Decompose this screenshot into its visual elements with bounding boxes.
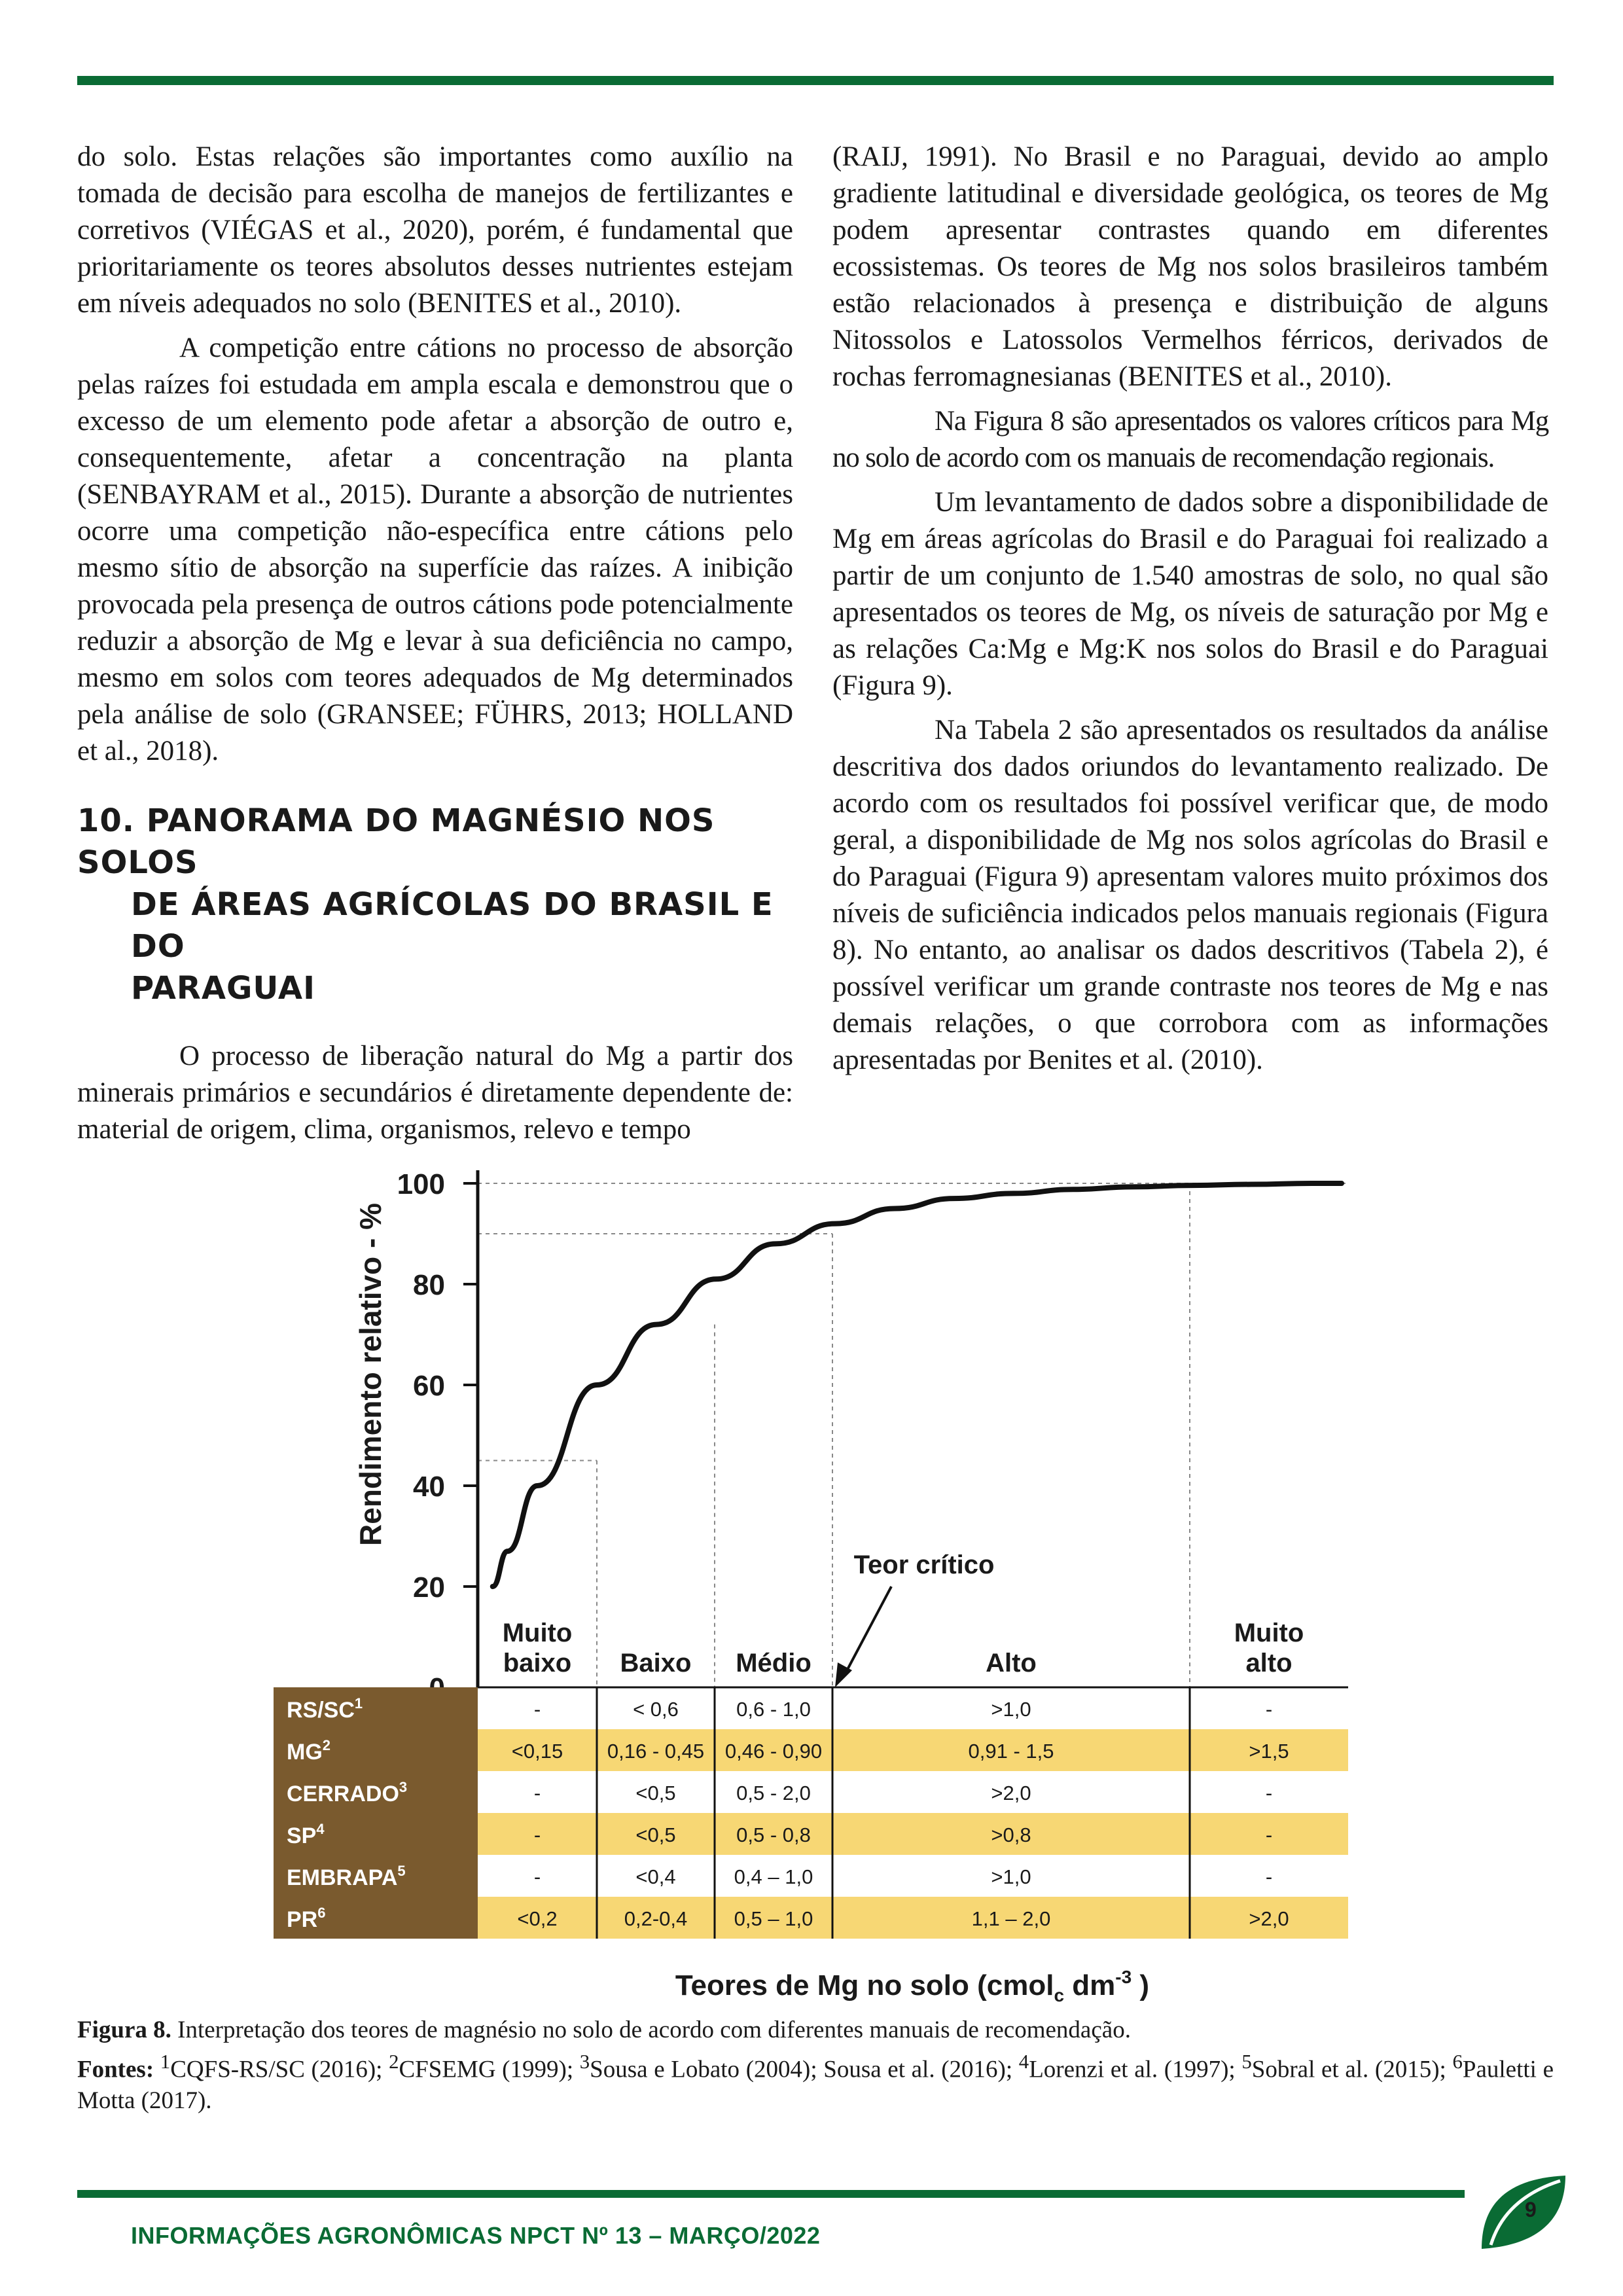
table-cell: - — [1265, 1782, 1273, 1804]
caption-figure-text: Interpretação dos teores de magnésio no solo de acordo com diferentes manuais de recomendação. — [171, 2017, 1131, 2043]
source-3-sup: 3 — [579, 2051, 590, 2073]
left-paragraph-1: do solo. Estas relações são importantes como auxílio na tomada de decisão para escolha de manejos de fertilizantes e corretivos (VIÉGAS et al., 2020), porém, é fundamental que prioritariamente os teores absolutos desses nutrientes estejam em níveis adequados no solo (BENITES et al., 2010). — [77, 141, 793, 319]
right-paragraph-4: Na Tabela 2 são apresentados os resultados da análise descritiva dos dados oriundos do levantamento realizado. De acordo com os resultados foi possível verificar que, de modo geral, a disponibilidade de Mg nos solos agrícolas do Brasil e do Paraguai (Figura 9) apresentam valores muito próximos dos níveis de suficiência indicados pelos manuais regionais (Figura 8). No entanto, ao analisar os dados descritivos (Tabela 2), é possível verificar um grande contraste nos teores de Mg e nas demais relações, o que corrobora com as informações apresentadas por Benites et al. (2010). — [832, 715, 1548, 1075]
section-title-line-1: 10. PANORAMA DO MAGNÉSIO NOS SOLOS — [77, 802, 715, 881]
y-axis-label: Rendimento relativo - % — [353, 1203, 387, 1546]
table-cell: - — [533, 1698, 541, 1721]
table-cell: 0,6 - 1,0 — [736, 1698, 811, 1721]
x-axis-label-end: ) — [1132, 1969, 1150, 2001]
caption-figure-label: Figura 8. — [77, 2017, 171, 2043]
table-cell: 1,1 – 2,0 — [971, 1907, 1051, 1930]
table-row-label-sup: 4 — [316, 1821, 325, 1837]
y-tick-label: 100 — [397, 1168, 445, 1200]
table-row — [478, 1897, 1348, 1939]
source-5: Sobral et al. (2015); — [1251, 2056, 1453, 2083]
source-6: Pauletti e Motta (2017). — [77, 2056, 1554, 2115]
source-4-sup: 4 — [1018, 2051, 1029, 2073]
table-cell: >1,0 — [991, 1865, 1031, 1888]
page-number: 9 — [1525, 2198, 1537, 2221]
table-cell: 0,5 - 0,8 — [736, 1823, 811, 1846]
class-label: alto — [1245, 1649, 1293, 1677]
table-row-label: EMBRAPA$^5$ — [287, 1863, 406, 1890]
class-label-line1: Muito — [502, 1619, 573, 1647]
table-row-label-sup: 3 — [399, 1779, 408, 1795]
table-cell: <0,2 — [517, 1907, 558, 1930]
table-row — [478, 1687, 1348, 1729]
annotation-arrow-shaft — [844, 1587, 891, 1676]
x-axis-label-sub: c — [1054, 1985, 1065, 2005]
source-1: CQFS-RS/SC (2016); — [170, 2056, 389, 2083]
table-cell: 0,5 – 1,0 — [734, 1907, 813, 1930]
chart-layer — [274, 1168, 1348, 1939]
table-cell: <0,5 — [635, 1823, 676, 1846]
table-cell: <0,15 — [511, 1740, 563, 1763]
table-row — [478, 1771, 1348, 1813]
source-6-sup: 6 — [1452, 2051, 1463, 2073]
source-2-sup: 2 — [389, 2051, 399, 2073]
source-4: Lorenzi et al. (1997); — [1029, 2056, 1242, 2083]
class-label: Alto — [986, 1649, 1037, 1677]
table-row-label: $RS/SC^1$ — [287, 1695, 363, 1723]
y-tick-label: 40 — [413, 1471, 445, 1503]
table-row-label-sup: 2 — [322, 1737, 331, 1753]
y-tick-label: 20 — [413, 1571, 445, 1604]
table-cell: >2,0 — [1249, 1907, 1289, 1930]
table-row — [478, 1855, 1348, 1897]
left-paragraph-2: A competição entre cátions no processo de absorção pelas raízes foi estudada em ampla escala e demonstrou que o excesso de um elemento pode afetar a absorção de outro e, consequentemente, afetar a concentração na planta (SENBAYRAM et al., 2015). Durante a absorção de nutrientes ocorre uma competição não-específica entre cátions pelo mesmo sítio de absorção na superfície das raízes. A inibição provocada pela presença de outros cátions pode potencialmente reduzir a absorção de Mg e levar à sua deficiência no campo, mesmo em solos com teores adequados de Mg determinados pela análise de solo (GRANSEE; FÜHRS, 2013; HOLLAND et al., 2018). — [77, 332, 793, 766]
table-label-column — [274, 1687, 478, 1939]
bottom-rule — [77, 2190, 1465, 2198]
x-axis-label-main: Teores de Mg no solo (cmol — [675, 1969, 1054, 2001]
x-axis-label — [675, 1967, 1149, 2005]
table-cell: - — [533, 1782, 541, 1804]
table-cell: - — [1265, 1698, 1273, 1721]
table-cell: 0,2-0,4 — [624, 1907, 688, 1930]
table-row-label-sup: 1 — [354, 1695, 363, 1712]
critical-level-annotation: Teor crítico — [853, 1551, 995, 1579]
caption-sources — [77, 2046, 1554, 2117]
section-title-line-2: DE ÁREAS AGRÍCOLAS DO BRASIL E DO — [131, 886, 774, 965]
source-2: CFSEMG (1999); — [399, 2056, 580, 2083]
footer-title: INFORMAÇÕES AGRONÔMICAS NPCT Nº 13 – MARÇO/2022 — [131, 2222, 821, 2249]
class-label: Baixo — [620, 1649, 692, 1677]
table-cell: >1,0 — [991, 1698, 1031, 1721]
table-row-label: CERRADO$^3$ — [287, 1779, 408, 1806]
table-row-label: $SP^4$ — [287, 1821, 325, 1848]
source-3: Sousa e Lobato (2004); Sousa et al. (2016); — [590, 2056, 1019, 2083]
caption-line-1 — [77, 2015, 1554, 2046]
table-cell: 0,16 - 0,45 — [607, 1740, 705, 1763]
left-paragraph-3: O processo de liberação natural do Mg a partir dos minerais primários e secundários é diretamente dependente de: material de origem, clima, organismos, relevo e tempo — [77, 1041, 793, 1145]
table-row — [478, 1813, 1348, 1855]
table-cell: <0,5 — [635, 1782, 676, 1804]
table-row-label-sup: 5 — [397, 1863, 406, 1879]
x-axis-label-mid: dm — [1064, 1969, 1116, 2001]
leaf-logo-icon — [1469, 2172, 1567, 2250]
class-label: baixo — [503, 1649, 572, 1677]
table-cell: 0,4 – 1,0 — [734, 1865, 813, 1888]
table-cell: 0,5 - 2,0 — [736, 1782, 811, 1804]
section-title-line-3: PARAGUAI — [131, 970, 315, 1007]
table-cell: >0,8 — [991, 1823, 1031, 1846]
class-label-line1: Muito — [1234, 1619, 1304, 1647]
table-cell: >1,5 — [1249, 1740, 1289, 1763]
right-paragraph-2: Na Figura 8 são apresentados os valores críticos para Mg no solo de acordo com os manuais de recomendação regionais. — [832, 406, 1548, 473]
class-label: Médio — [736, 1649, 812, 1677]
figure-caption — [77, 2015, 1554, 2117]
table-cell: - — [533, 1865, 541, 1888]
table-row-label: $PR^6$ — [287, 1905, 326, 1932]
table-cell: 0,46 - 0,90 — [724, 1740, 823, 1763]
table-cell: - — [1265, 1823, 1273, 1846]
x-axis-label-sup: -3 — [1115, 1967, 1132, 1987]
table-cell: <0,4 — [635, 1865, 676, 1888]
table-row-label: $MG^2$ — [287, 1737, 331, 1765]
table-row-label-sup: 6 — [317, 1905, 326, 1921]
y-tick-label: 80 — [413, 1269, 445, 1301]
caption-sources-label: Fontes: — [77, 2056, 154, 2083]
source-1-sup: 1 — [160, 2051, 171, 2073]
source-5-sup: 5 — [1241, 2051, 1252, 2073]
table-cell: - — [1265, 1865, 1273, 1888]
right-paragraph-3: Um levantamento de dados sobre a disponibilidade de Mg em áreas agrícolas do Brasil e do Paraguai foi realizado a partir de um conjunto de 1.540 amostras de solo, no qual são apresentados os teores de Mg, os níveis de saturação por Mg e as relações Ca:Mg e Mg:K nos solos do Brasil e do Paraguai (Figura 9). — [832, 487, 1548, 701]
table-cell: >2,0 — [991, 1782, 1031, 1804]
table-cell: < 0,6 — [633, 1698, 679, 1721]
right-paragraph-1: (RAIJ, 1991). No Brasil e no Paraguai, devido ao amplo gradiente latitudinal e diversidade geológica, os teores de Mg podem apresentar contrastes quando em diferentes ecossistemas. Os teores de Mg nos solos brasileiros também estão relacionados à presença e distribuição de alguns Nitossolos e Latossolos Vermelhos férricos, derivados de rochas ferromagnesianas (BENITES et al., 2010). — [832, 141, 1548, 392]
table-cell: 0,91 - 1,5 — [968, 1740, 1054, 1763]
table-cell: - — [533, 1823, 541, 1846]
response-curve — [493, 1183, 1342, 1587]
y-tick-label: 60 — [413, 1370, 445, 1402]
